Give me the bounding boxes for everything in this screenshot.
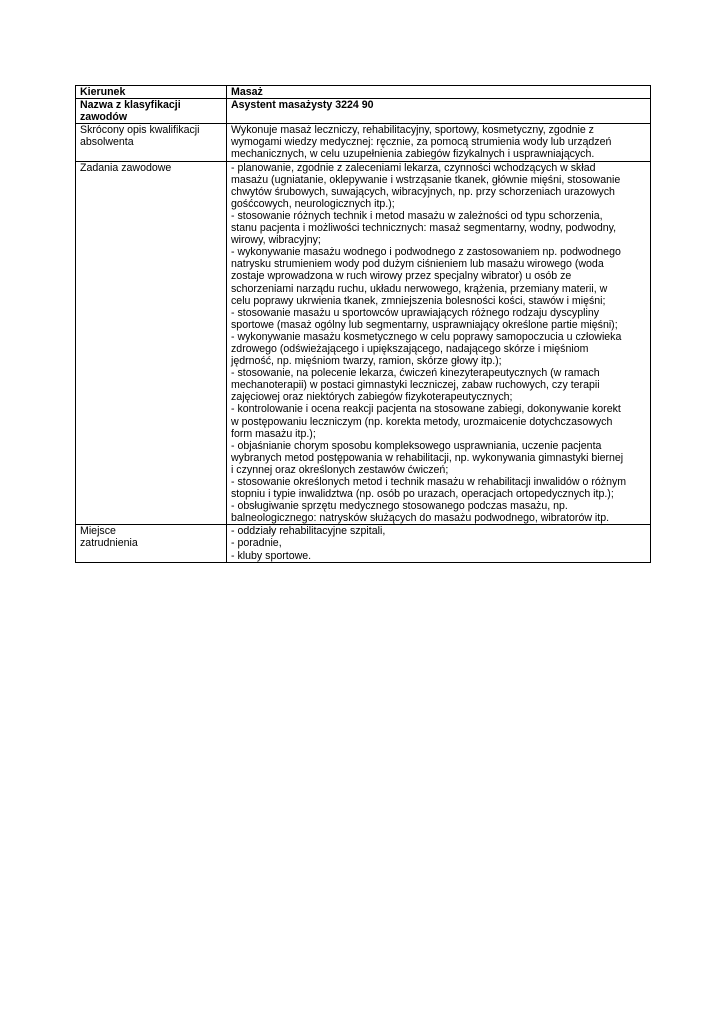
description-line: Wykonuje masaż leczniczy, rehabilitacyjny, sportowy, kosmetyczny, zgodnie z (231, 124, 594, 137)
task-line: - planowanie, zgodnie z zaleceniami lekarza, czynności wchodzących w skład (231, 161, 596, 174)
workplaces-label-line: Miejsce (80, 525, 116, 538)
task-line: - stosowanie masażu u sportowców uprawiających różnego rodzaju dyscypliny (231, 306, 600, 319)
label-tasks: Zadania zawodowe (76, 161, 227, 525)
description-line: wymogami wiedzy medycznej: ręcznie, za pomocą strumienia wody lub urządzeń (231, 136, 612, 149)
workplace-line: - poradnie, (231, 537, 282, 550)
row-description (76, 124, 651, 161)
task-line: wybranych metod postępowania w rehabilitacji, np. wykonywania gimnastyki biernej (231, 451, 624, 464)
workplaces-label-line: zatrudnienia (80, 537, 138, 550)
task-line: jędrność, np. mięśniom twarzy, ramion, skórze głowy itp.); (231, 355, 502, 368)
task-line: celu poprawy ukrwienia tkanek, zmniejszenia bolesności kości, stawów i mięśni; (231, 294, 606, 307)
task-line: gośćcowych, neurologicznych itp.); (231, 197, 395, 210)
task-line: form masażu itp.); (231, 427, 316, 440)
description-line: mechanicznych, w celu uzupełnienia zabiegów fizykalnych i usprawniających. (231, 148, 595, 161)
row-workplaces (76, 525, 651, 562)
task-line: i czynnej oraz określonych zestawów ćwiczeń; (231, 463, 449, 476)
task-line: w postępowaniu leczniczym (np. korekta metody, urozmaicenie dotychczasowych (231, 415, 613, 428)
task-line: - stosowanie, na polecenie lekarza, ćwiczeń kinezyterapeutycznych (w ramach (231, 367, 600, 380)
value-classification: Asystent masażysty 3224 90 (227, 99, 651, 124)
label-workplaces (76, 525, 227, 562)
value-workplaces (227, 525, 651, 562)
task-line: zajęciowej oraz niektórych zabiegów fizykoterapeutycznych; (231, 391, 513, 404)
workplace-line: - kluby sportowe. (231, 549, 312, 562)
task-line: stopniu i typie inwalidztwa (np. osób po urazach, operacjach ortopedycznych itp.); (231, 488, 614, 501)
row-kierunek (76, 86, 651, 99)
task-line: natrysku strumieniem wody pod dużym ciśnieniem lub masażu wirowego (woda (231, 258, 604, 271)
task-line: chwytów śrubowych, suwających, wibracyjnych, np. przy schorzeniach urazowych (231, 185, 615, 198)
task-line: masażu (ugniatanie, oklepywanie i wstrząsanie tkanek, głównie mięśni, stosowanie (231, 173, 621, 186)
value-description (227, 124, 651, 161)
task-line: mechanoterapii) w postaci gimnastyki leczniczej, zabaw ruchowych, czy terapii (231, 379, 600, 392)
task-line: - objaśnianie chorym sposobu kompleksowego usprawniania, uczenie pacjenta (231, 439, 602, 452)
value-kierunek: Masaż (227, 86, 651, 99)
task-line: stanu pacjenta i możliwości technicznych: masaż segmentarny, wodny, podwodny, (231, 222, 617, 235)
task-line: balneologicznego: natrysków służących do masażu podwodnego, wibratorów itp. (231, 512, 610, 525)
label-classification: Nazwa z klasyfikacji zawodów (76, 99, 227, 124)
task-line: zostaje wprowadzona w ruch wirowy przez specjalny wibrator) u osób ze (231, 270, 572, 283)
task-line: sportowe (masaż ogólny lub segmentarny, usprawniający określone partie mięśni); (231, 318, 618, 331)
task-line: - wykonywanie masażu wodnego i podwodnego z zastosowaniem np. podwodnego (231, 246, 621, 259)
task-line: - obsługiwanie sprzętu medycznego stosowanego podczas masażu, np. (231, 500, 568, 513)
task-line: - stosowanie różnych technik i metod masażu w zależności od typu schorzenia, (231, 209, 603, 222)
task-line: - kontrolowanie i ocena reakcji pacjenta na stosowane zabiegi, dokonywanie korekt (231, 403, 621, 416)
workplace-line: - oddziały rehabilitacyjne szpitali, (231, 525, 386, 538)
qualification-table (75, 85, 651, 563)
task-line: - stosowanie określonych metod i technik masażu w rehabilitacji inwalidów o różnym (231, 476, 627, 488)
task-line: - wykonywanie masażu kosmetycznego w celu poprawy samopoczucia u człowieka (231, 330, 622, 343)
task-line: zdrowego (odświeżającego i upiększającego, nadającego skórze i mięśniom (231, 342, 589, 355)
value-tasks (227, 161, 651, 525)
label-kierunek: Kierunek (76, 86, 227, 99)
row-classification (76, 99, 651, 124)
label-description: Skrócony opis kwalifikacji absolwenta (76, 124, 227, 161)
task-line: wirowy, wibracyjny; (231, 234, 321, 247)
task-line: schorzeniami narządu ruchu, układu nerwowego, krążenia, przemiany materii, w (231, 282, 608, 295)
row-tasks (76, 161, 651, 525)
